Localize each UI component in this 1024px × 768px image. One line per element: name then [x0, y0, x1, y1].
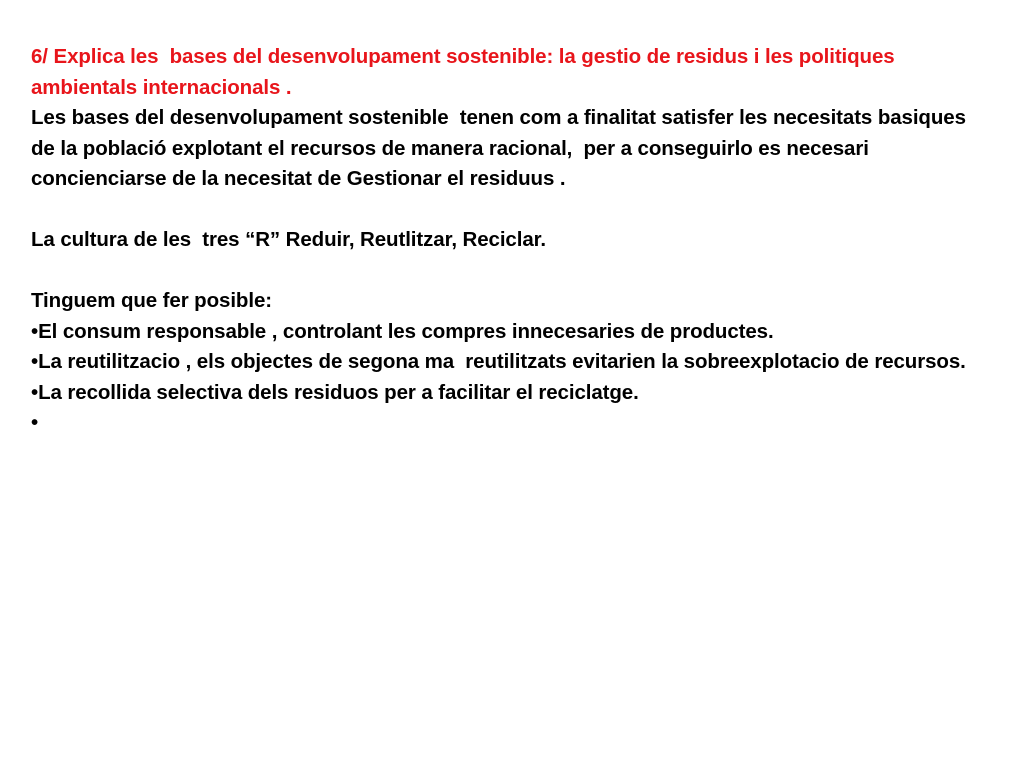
spacer — [31, 195, 991, 226]
list-item — [31, 378, 991, 409]
bullet-icon: • — [31, 350, 39, 373]
bullet-icon: • — [31, 411, 39, 434]
list-item-text: La recollida selectiva dels residuos per a facilitar el reciclatge. — [38, 380, 639, 404]
list-heading: Tinguem que fer posible: — [31, 289, 272, 312]
slide-content — [31, 42, 991, 439]
culture-line: La cultura de les tres “R” Reduir, Reutlitzar, Reciclar. — [31, 228, 546, 251]
bullet-icon: • — [31, 319, 39, 343]
bullet-icon: • — [31, 380, 39, 404]
list-item — [31, 347, 991, 378]
list-item-text: El consum responsable , controlant les compres innecesaries de productes. — [38, 319, 774, 343]
list-item — [31, 408, 991, 439]
list-item — [31, 317, 991, 348]
spacer — [31, 256, 991, 287]
list-item-text: La reutilitzacio , els objectes de segona ma reutilitzats evitarien la sobreexplotacio de recursos. — [38, 350, 966, 373]
question-title: 6/ Explica les bases del desenvolupament sostenible: la gestio de residus i les politiques ambientals internacionals . — [31, 45, 901, 99]
intro-paragraph: Les bases del desenvolupament sostenible tenen com a finalitat satisfer les necesitats basiques de la població explotant el recursos de manera racional, per a conseguirlo es necesari concienciarse de la necesitat de Gestionar el residuus . — [31, 106, 972, 190]
